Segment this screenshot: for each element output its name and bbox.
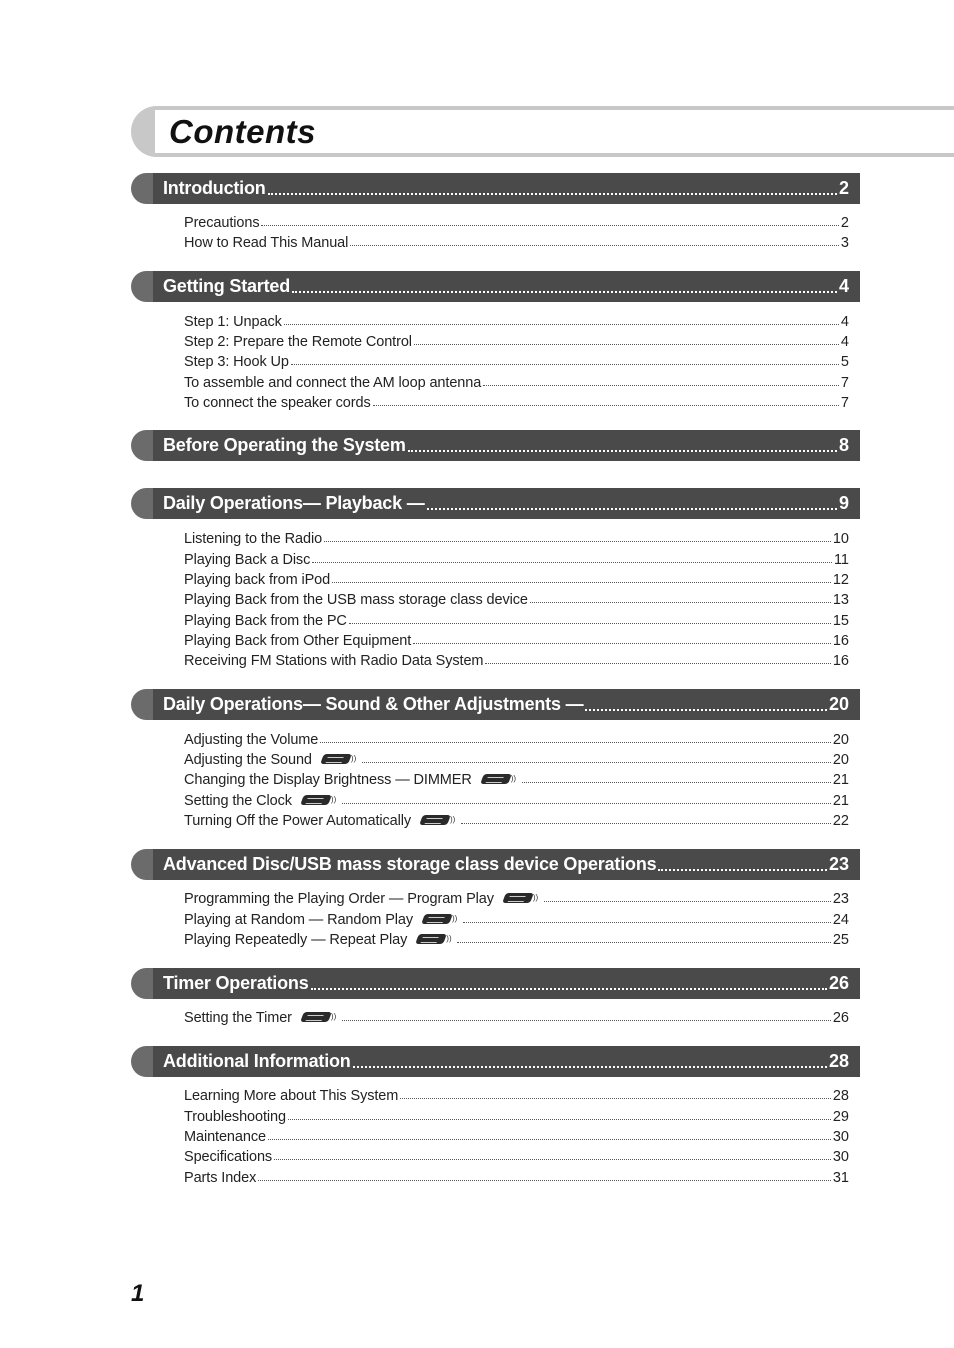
entry-page: 16 (832, 633, 849, 649)
entry-page: 23 (832, 891, 849, 907)
entry-page: 2 (840, 215, 849, 231)
leader-dots (312, 548, 832, 568)
leader-dots (320, 728, 831, 748)
toc-entry[interactable] (184, 1084, 849, 1104)
toc-entry[interactable] (184, 1145, 849, 1165)
leader-dots (268, 173, 837, 204)
entry-label: Maintenance (184, 1129, 266, 1145)
leader-dots (274, 1145, 831, 1165)
leader-dots (522, 768, 831, 788)
signal-waves-icon: )) (446, 934, 452, 943)
section-label: Daily Operations— Playback — (163, 493, 425, 513)
remote-body (300, 795, 332, 805)
entry-label: Setting the Clock (184, 793, 292, 809)
leader-dots (332, 568, 831, 588)
toc-entry[interactable] (184, 1006, 849, 1026)
leader-dots (288, 1105, 831, 1125)
toc-entry[interactable] (184, 231, 849, 251)
section-header[interactable] (131, 1046, 860, 1077)
entry-page: 25 (832, 932, 849, 948)
remote-body (320, 754, 352, 764)
leader-dots (324, 527, 831, 547)
leader-dots (427, 488, 837, 519)
entry-label: Playing Repeatedly — Repeat Play (184, 932, 408, 948)
section-header[interactable] (131, 689, 860, 720)
leader-dots (342, 1006, 831, 1026)
section-page: 23 (828, 854, 849, 874)
section-row (163, 173, 849, 204)
section-page: 20 (828, 694, 849, 714)
entry-label: Precautions (184, 215, 260, 231)
entry-page: 20 (832, 752, 849, 768)
signal-waves-icon: )) (532, 893, 539, 902)
signal-waves-icon: )) (510, 774, 517, 783)
toc-entry[interactable] (184, 330, 849, 350)
leader-dots (414, 330, 839, 350)
entry-page: 26 (832, 1010, 849, 1026)
entry-label: Playing at Random — Random Play (184, 912, 414, 928)
section-header[interactable] (131, 271, 860, 302)
entry-page: 28 (832, 1088, 849, 1104)
entry-page: 7 (840, 395, 849, 411)
signal-waves-icon: )) (350, 754, 357, 763)
section-page: 4 (838, 276, 849, 296)
toc-entry[interactable] (184, 527, 849, 547)
remote-only-icon (417, 932, 455, 946)
leader-dots (342, 789, 831, 809)
entry-label: Setting the Timer (184, 1010, 292, 1026)
section-label: Timer Operations (163, 973, 309, 993)
remote-only-icon (302, 793, 340, 807)
leader-dots (353, 1046, 827, 1077)
leader-dots (291, 350, 839, 370)
toc-entry[interactable] (184, 609, 849, 629)
section-row (163, 849, 849, 880)
leader-dots (530, 588, 831, 608)
leader-dots (400, 1084, 831, 1104)
section-row (163, 689, 849, 720)
entry-label: Playing Back from the PC (184, 613, 347, 629)
section-label: Before Operating the System (163, 435, 406, 455)
section-header[interactable] (131, 173, 860, 204)
entry-page: 3 (840, 235, 849, 251)
page-number: 1 (131, 1280, 145, 1307)
toc-entry[interactable] (184, 908, 849, 928)
section-label: Introduction (163, 178, 266, 198)
entry-page: 12 (832, 572, 849, 588)
section-page: 9 (838, 493, 849, 513)
toc-entry[interactable] (184, 629, 849, 649)
entry-label: Step 2: Prepare the Remote Control (184, 334, 412, 350)
remote-only-icon (322, 752, 360, 766)
toc-entry[interactable] (184, 928, 849, 948)
toc-entry[interactable] (184, 588, 849, 608)
toc-entry[interactable] (184, 1166, 849, 1186)
entry-label: How to Read This Manual (184, 235, 349, 251)
entry-label: Playing Back a Disc (184, 552, 311, 568)
remote-only-icon (302, 1010, 340, 1024)
entry-page: 7 (840, 375, 849, 391)
entry-page: 4 (840, 314, 849, 330)
remote-body (502, 893, 534, 903)
remote-body (419, 815, 451, 825)
entry-page: 24 (832, 912, 849, 928)
page-title: Contents (169, 113, 316, 150)
entry-label: Step 1: Unpack (184, 314, 282, 330)
leader-dots (349, 609, 831, 629)
toc-entry[interactable] (184, 548, 849, 568)
signal-waves-icon: )) (330, 1012, 337, 1021)
toc-entry[interactable] (184, 768, 849, 788)
entry-label: Receiving FM Stations with Radio Data System (184, 653, 484, 669)
entry-label: To assemble and connect the AM loop antenna (184, 375, 482, 391)
leader-dots (258, 1166, 831, 1186)
entry-label: Learning More about This System (184, 1088, 399, 1104)
entry-label: Listening to the Radio (184, 531, 323, 547)
section-page: 26 (828, 973, 849, 993)
leader-dots (457, 928, 831, 948)
section-label: Daily Operations— Sound & Other Adjustments — (163, 694, 584, 714)
toc-entry[interactable] (184, 391, 849, 411)
entry-page: 10 (832, 531, 849, 547)
entry-page: 31 (832, 1170, 849, 1186)
section-header[interactable] (131, 488, 860, 519)
leader-dots (483, 371, 839, 391)
toc-entry[interactable] (184, 748, 849, 768)
toc-entry[interactable] (184, 809, 849, 829)
toc-entry[interactable] (184, 728, 849, 748)
toc-entry[interactable] (184, 568, 849, 588)
remote-body (480, 774, 512, 784)
entry-label: Adjusting the Sound (184, 752, 312, 768)
toc-entry[interactable] (184, 371, 849, 391)
entry-page: 20 (832, 732, 849, 748)
contents-title-banner (131, 106, 954, 157)
section-header[interactable] (131, 968, 860, 999)
entry-label: Playing back from iPod (184, 572, 331, 588)
remote-only-icon (421, 813, 459, 827)
entry-page: 13 (832, 592, 849, 608)
remote-body (300, 1012, 332, 1022)
entry-page: 5 (840, 354, 849, 370)
section-row (163, 488, 849, 519)
section-header[interactable] (131, 430, 860, 461)
entry-label: Adjusting the Volume (184, 732, 319, 748)
leader-dots (658, 849, 827, 880)
section-page: 28 (828, 1051, 849, 1071)
leader-dots (461, 809, 831, 829)
entry-label: Playing Back from the USB mass storage class device (184, 592, 528, 608)
section-page: 8 (838, 435, 849, 455)
entry-label: Turning Off the Power Automatically (184, 813, 411, 829)
section-label: Advanced Disc/USB mass storage class device Operations (163, 854, 657, 874)
entry-page: 22 (832, 813, 849, 829)
entry-page: 21 (832, 772, 849, 788)
leader-dots (585, 689, 827, 720)
leader-dots (350, 231, 839, 251)
toc-entry[interactable] (184, 310, 849, 330)
title-panel (155, 110, 954, 153)
section-row (163, 1046, 849, 1077)
entry-page: 4 (840, 334, 849, 350)
entry-label: Parts Index (184, 1170, 257, 1186)
toc-entry[interactable] (184, 649, 849, 669)
entry-label: Playing Back from Other Equipment (184, 633, 412, 649)
remote-body (421, 914, 453, 924)
leader-dots (268, 1125, 831, 1145)
entry-page: 15 (832, 613, 849, 629)
section-row (163, 271, 849, 302)
toc-entry[interactable] (184, 1125, 849, 1145)
entry-label: Step 3: Hook Up (184, 354, 289, 370)
remote-body (415, 934, 447, 944)
leader-dots (373, 391, 839, 411)
section-label: Additional Information (163, 1051, 351, 1071)
entry-label: Changing the Display Brightness — DIMMER (184, 772, 472, 788)
entry-page: 21 (832, 793, 849, 809)
leader-dots (261, 211, 838, 231)
section-label: Getting Started (163, 276, 291, 296)
section-header[interactable] (131, 849, 860, 880)
signal-waves-icon: )) (452, 914, 458, 923)
leader-dots (413, 629, 831, 649)
leader-dots (485, 649, 830, 669)
signal-waves-icon: )) (450, 815, 456, 824)
leader-dots (292, 271, 837, 302)
remote-only-icon (423, 912, 461, 926)
leader-dots (544, 887, 831, 907)
toc-entry[interactable] (184, 350, 849, 370)
toc-entry[interactable] (184, 1105, 849, 1125)
entry-label: Troubleshooting (184, 1109, 286, 1125)
leader-dots (362, 748, 831, 768)
leader-dots (408, 430, 837, 461)
section-row (163, 968, 849, 999)
leader-dots (311, 968, 827, 999)
signal-waves-icon: )) (330, 795, 337, 804)
entry-page: 16 (832, 653, 849, 669)
leader-dots (284, 310, 839, 330)
remote-only-icon (482, 772, 520, 786)
entry-page: 30 (832, 1149, 849, 1165)
remote-only-icon (504, 891, 542, 905)
entry-label: Specifications (184, 1149, 273, 1165)
entry-page: 11 (833, 552, 849, 568)
entry-label: To connect the speaker cords (184, 395, 371, 411)
entry-label: Programming the Playing Order — Program Play (184, 891, 494, 907)
toc-entry[interactable] (184, 887, 849, 907)
toc-entry[interactable] (184, 211, 849, 231)
leader-dots (463, 908, 831, 928)
section-row (163, 430, 849, 461)
entry-page: 30 (832, 1129, 849, 1145)
toc-entry[interactable] (184, 789, 849, 809)
entry-page: 29 (832, 1109, 849, 1125)
section-page: 2 (838, 178, 849, 198)
